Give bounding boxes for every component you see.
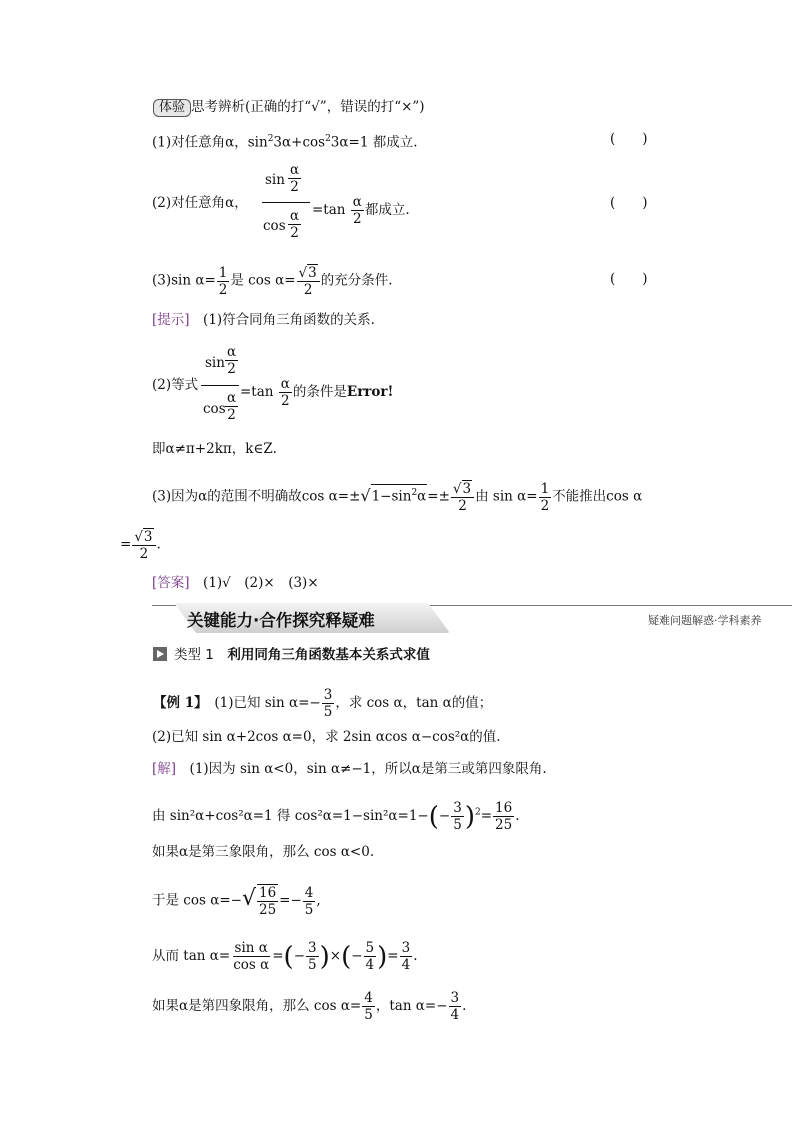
example-label: 【例 1】 — [153, 695, 201, 711]
item-text: 的充分条件. — [320, 272, 393, 289]
answer-blank-1[interactable]: ( ) — [610, 131, 648, 147]
solution-text: 如果α是第四象限角，那么 cos α= — [152, 998, 362, 1014]
hint-text: 由 sin α= — [475, 488, 538, 505]
item-number: (1) — [152, 134, 172, 151]
solution-line-6: 如果α是第四象限角，那么 cos α= $\frac{4}{5}$ ，tan α=− $\frac{3}{4}$ . — [152, 990, 467, 1023]
example-text: (1)已知 sin α=− — [214, 695, 321, 711]
section-caption: 疑难问题解惑·学科素养 — [648, 614, 762, 627]
hint-text: 的条件是 — [292, 384, 347, 400]
tan-half: =tan $\frac{\alpha}{2}$ 都成立. — [312, 194, 410, 227]
solution-label: [解] — [152, 761, 177, 777]
hint-line-1 — [152, 311, 375, 329]
answer-blank-3[interactable]: ( ) — [610, 271, 648, 287]
item-1: (1)对任意角α，$\sin^23\alpha+\cos^23\alpha=1$ 都成立. — [152, 134, 418, 151]
example-part-1: 【例 1】 (1)已知 sin α=− $\frac{3}{5}$ ，求 cos α，tan α的值； — [153, 687, 493, 720]
hint-line-4: (3)因为α的范围不明确故$\cos \alpha=\pm√1-\sin^2\alpha=\pm$ $\frac{√3}{2}$ 由 sin α= $\frac{1}{2}$ 不能推出cos α — [152, 480, 643, 514]
solution-text: 于是 cos α=− — [152, 892, 242, 909]
answer-label: [答案] — [152, 575, 190, 591]
answer-blank-2[interactable]: ( ) — [610, 195, 648, 211]
solution-line-4: 于是 cos α=−√ $\frac{16}{25}$ =− $\frac{4}{5}$ , — [152, 884, 321, 918]
type-heading — [174, 646, 430, 664]
hint-text: . — [156, 536, 161, 553]
answer-text: (1)√ (2)× (3)× — [203, 575, 319, 591]
solution-text: 由 sin²α+cos²α=1 得 cos²α=1−sin²α=1− — [152, 808, 429, 824]
experience-header — [153, 98, 425, 117]
solution-line-3: 如果α是第三象限角，那么 cos α<0. — [152, 844, 375, 860]
hint-text: 不能推出cos α — [552, 488, 643, 505]
solution-line-1 — [152, 760, 547, 778]
item-text: 对任意角α，sin — [171, 134, 268, 151]
hint-text: (1)符合同角三角函数的关系. — [203, 312, 375, 328]
experience-title: 思考辨析(正确的打“√”，错误的打“×”) — [191, 99, 425, 115]
experience-tag: 体验 — [153, 99, 191, 117]
solution-text: 从而 tan α= — [152, 948, 231, 964]
item-number: (3) — [152, 272, 172, 289]
section-banner-title: 关键能力·合作探究释疑难 — [187, 611, 375, 630]
hint-text: (3)因为α的范围不明确故cos α=± — [152, 488, 361, 505]
example-text: ，求 cos α，tan α的值； — [335, 695, 493, 711]
example-part-2: (2)已知 sin α+2cos α=0，求 2sin αcos α−cos²α的值. — [152, 729, 501, 745]
hint-line-5: = $\frac{√3}{2}$ . — [120, 529, 161, 562]
solution-line-5: 从而 tan α= $\frac{\text{sin α}}{\text{cos α}}$ =(− $\frac{3}{5}$ )×(− $\frac{5}{4}$ )= $\frac{3}{4}$ . — [152, 940, 418, 973]
item-text: 对任意角α， — [171, 195, 248, 211]
hint-line-2-prefix: (2)等式 — [152, 377, 199, 393]
hint-label: [提示] — [152, 312, 190, 328]
item-2 — [152, 194, 248, 212]
item-text: 都成立. — [372, 134, 418, 151]
hint-line-3: 即α≠π+2kπ，k∈Z. — [152, 441, 277, 457]
answer-line — [152, 574, 319, 592]
solution-text: (1)因为 sin α<0，sin α≠−1，所以α是第三或第四象限角. — [189, 761, 547, 777]
hint-line-2-rest: =tan $\frac{\alpha}{2}$ 的条件是Error! — [240, 376, 394, 409]
solution-line-2: 由 sin²α+cos²α=1 得 cos²α=1−sin²α=1−(− $\frac{3}{5}$ )$^2$= $\frac{16}{25}$ . — [152, 800, 520, 833]
item-text: 都成立. — [364, 202, 410, 218]
item-number: (2) — [152, 195, 172, 211]
item-3: (3)sin α= $\frac{1}{2}$ 是 cos α= $\frac{√3}{2}$ 的充分条件. — [152, 264, 393, 298]
type-label: 类型 1 — [174, 647, 214, 663]
solution-text: ，tan α=− — [375, 998, 448, 1014]
play-triangle-icon — [153, 647, 167, 661]
type-title: 利用同角三角函数基本关系式求值 — [227, 647, 430, 663]
error-text: Error! — [346, 384, 394, 400]
